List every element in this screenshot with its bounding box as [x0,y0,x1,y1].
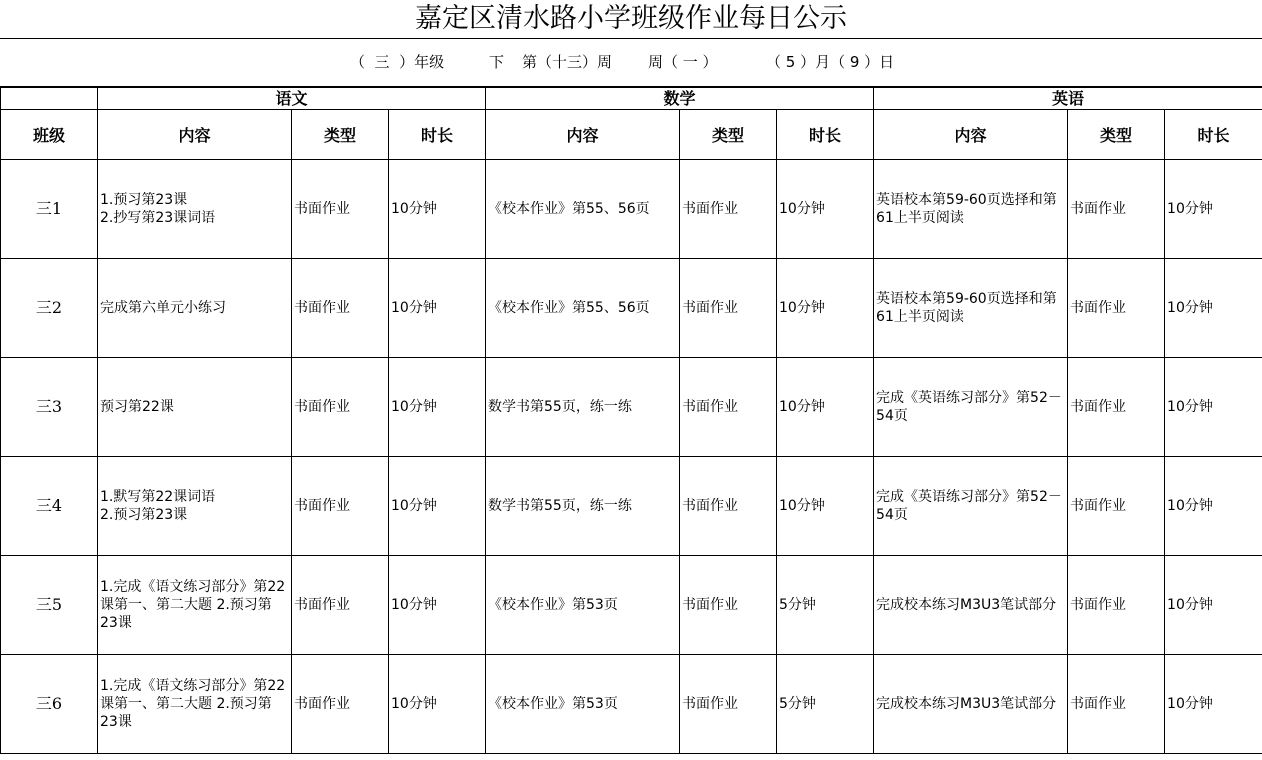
english-content-cell: 完成校本练习M3U3笔试部分 [874,556,1068,655]
table-row [1,259,1262,358]
class-header-spacer [1,88,98,110]
weekday-label: 周（ 一 ） [648,53,718,71]
chinese-type-cell: 书面作业 [292,358,389,457]
math-content-cell: 《校本作业》第53页 [486,556,680,655]
header-class: 班级 [1,110,98,160]
english-content-cell: 完成校本练习M3U3笔试部分 [874,655,1068,754]
english-duration-cell: 10分钟 [1165,556,1262,655]
date-line [0,38,1262,87]
page-title: 嘉定区清水路小学班级作业每日公示 [0,0,1262,39]
chinese-type-cell: 书面作业 [292,457,389,556]
chinese-type-cell: 书面作业 [292,556,389,655]
week-label: 第（十三）周 [522,53,613,71]
chinese-duration-cell: 10分钟 [389,655,486,754]
chinese-duration-cell: 10分钟 [389,259,486,358]
chinese-content-cell: 1.默写第22课词语 2.预习第23课 [98,457,292,556]
english-duration-cell: 10分钟 [1165,358,1262,457]
header-chinese-duration: 时长 [389,110,486,160]
class-cell: 三4 [1,457,98,556]
math-duration-cell: 10分钟 [777,457,874,556]
chinese-content-cell: 预习第22课 [98,358,292,457]
term-label: 下 [489,53,505,71]
header-english-duration: 时长 [1165,110,1262,160]
english-duration-cell: 10分钟 [1165,655,1262,754]
math-content-cell: 数学书第55页，练一练 [486,457,680,556]
math-duration-cell: 5分钟 [777,655,874,754]
chinese-duration-cell: 10分钟 [389,457,486,556]
header-english-content: 内容 [874,110,1068,160]
header-chinese-content: 内容 [98,110,292,160]
chinese-content-cell: 1.完成《语文练习部分》第22课第一、第二大题 2.预习第23课 [98,655,292,754]
math-type-cell: 书面作业 [680,358,777,457]
subject-math: 数学 [486,88,874,110]
english-type-cell: 书面作业 [1068,160,1165,259]
table-row [1,457,1262,556]
table-row [1,655,1262,754]
chinese-type-cell: 书面作业 [292,259,389,358]
english-type-cell: 书面作业 [1068,457,1165,556]
header-math-duration: 时长 [777,110,874,160]
math-content-cell: 《校本作业》第55、56页 [486,160,680,259]
header-chinese-type: 类型 [292,110,389,160]
english-content-cell: 完成《英语练习部分》第52－54页 [874,358,1068,457]
homework-table [0,87,1262,754]
chinese-duration-cell: 10分钟 [389,358,486,457]
math-content-cell: 《校本作业》第55、56页 [486,259,680,358]
english-type-cell: 书面作业 [1068,655,1165,754]
header-math-type: 类型 [680,110,777,160]
class-cell: 三1 [1,160,98,259]
chinese-type-cell: 书面作业 [292,655,389,754]
subject-english: 英语 [874,88,1262,110]
math-duration-cell: 10分钟 [777,259,874,358]
chinese-duration-cell: 10分钟 [389,556,486,655]
math-type-cell: 书面作业 [680,160,777,259]
math-type-cell: 书面作业 [680,556,777,655]
class-cell: 三3 [1,358,98,457]
english-duration-cell: 10分钟 [1165,457,1262,556]
math-duration-cell: 10分钟 [777,160,874,259]
class-cell: 三6 [1,655,98,754]
chinese-content-cell: 1.完成《语文练习部分》第22课第一、第二大题 2.预习第23课 [98,556,292,655]
english-type-cell: 书面作业 [1068,358,1165,457]
math-content-cell: 数学书第55页，练一练 [486,358,680,457]
math-duration-cell: 5分钟 [777,556,874,655]
class-cell: 三2 [1,259,98,358]
date-label: （ 5 ）月（ 9 ）日 [766,53,895,71]
grade-label: （ 三 ）年级 [350,53,445,71]
header-english-type: 类型 [1068,110,1165,160]
english-type-cell: 书面作业 [1068,259,1165,358]
math-type-cell: 书面作业 [680,655,777,754]
subject-chinese: 语文 [98,88,486,110]
english-content-cell: 完成《英语练习部分》第52－54页 [874,457,1068,556]
chinese-content-cell: 完成第六单元小练习 [98,259,292,358]
chinese-duration-cell: 10分钟 [389,160,486,259]
english-type-cell: 书面作业 [1068,556,1165,655]
class-cell: 三5 [1,556,98,655]
english-content-cell: 英语校本第59-60页选择和第61上半页阅读 [874,259,1068,358]
english-content-cell: 英语校本第59-60页选择和第61上半页阅读 [874,160,1068,259]
table-row [1,556,1262,655]
table-row [1,358,1262,457]
math-type-cell: 书面作业 [680,457,777,556]
english-duration-cell: 10分钟 [1165,259,1262,358]
math-type-cell: 书面作业 [680,259,777,358]
chinese-content-cell: 1.预习第23课 2.抄写第23课词语 [98,160,292,259]
math-content-cell: 《校本作业》第53页 [486,655,680,754]
chinese-type-cell: 书面作业 [292,160,389,259]
math-duration-cell: 10分钟 [777,358,874,457]
table-row [1,160,1262,259]
header-math-content: 内容 [486,110,680,160]
english-duration-cell: 10分钟 [1165,160,1262,259]
